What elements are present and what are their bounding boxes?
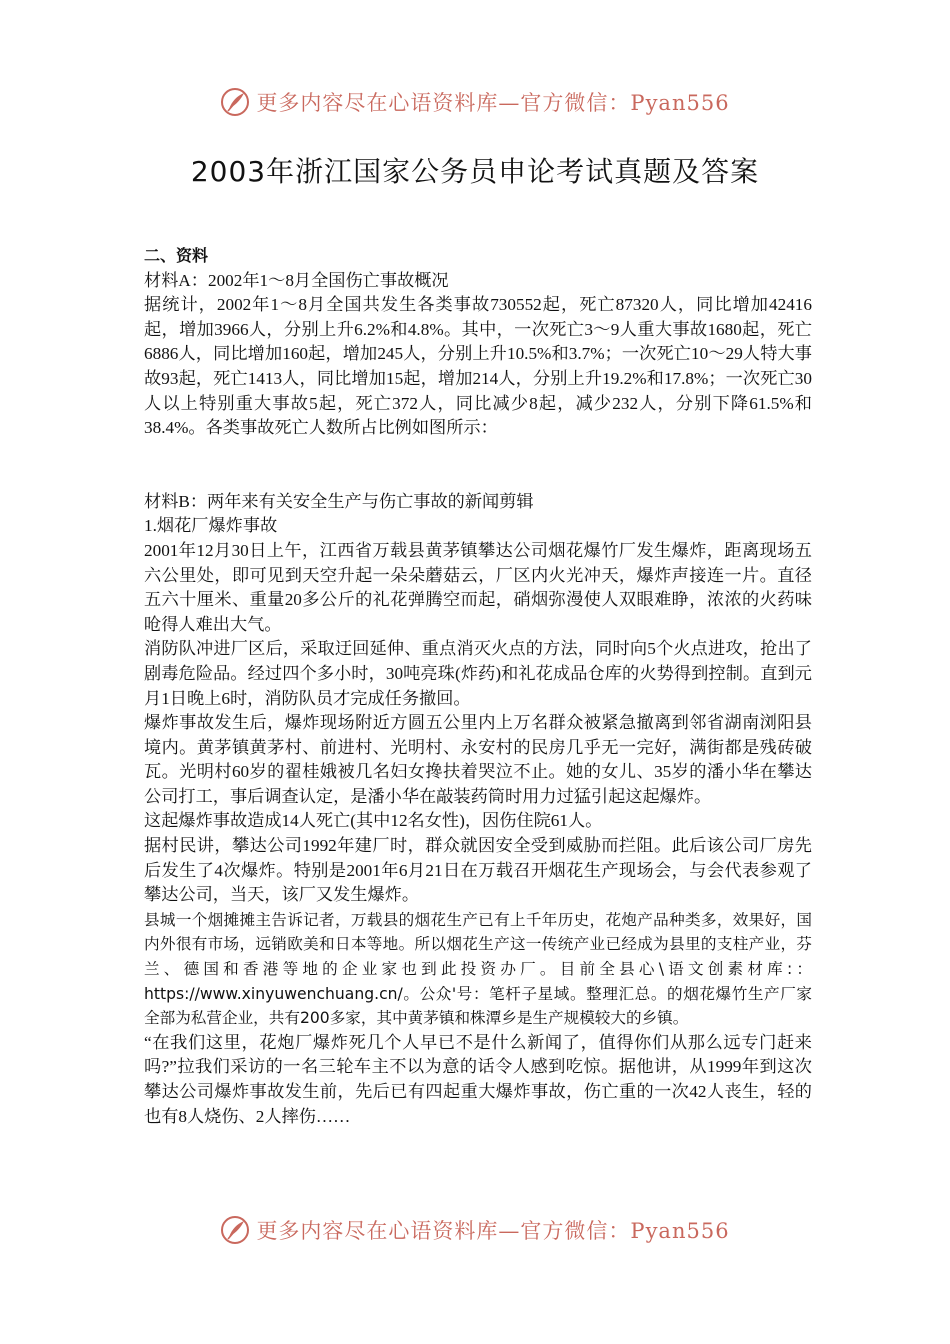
material-b-title: 材料B：两年来有关安全生产与伤亡事故的新闻剪辑 (144, 491, 534, 511)
paragraph-1: 2001年12月30日上午，江西省万载县黄茅镇攀达公司烟花爆竹厂发生爆炸，距离现场五六公里处，即可见到天空升起一朵朵蘑菇云，厂区内火光冲天，爆炸声接连一片。直径五六十厘米、重量20多公斤的礼花弹腾空而起，硝烟弥漫使人双眼难睁，浓浓的火药味呛得人难出大气。 (144, 540, 812, 634)
section-heading: 二、资料 (144, 246, 209, 265)
paragraph-6: 县城一个烟摊摊主告诉记者，万载县的烟花生产已有上千年历史，花炮产品种类多，效果好，国内外很有市场，远销欧美和日本等地。所以烟花生产这一传统产业已经成为县里的支柱产业，芬兰、德国和香港等地的企业家也到此投资办厂。目前全县心\语文创素材库:：https://www.xinyuwenchuang.cn/。公众'号：笔杆子星域。整理汇总。的烟花爆竹生产厂家全部为私营企业，共有200多家，其中黄茅镇和株潭乡是生产规模较大的乡镇。 (144, 910, 812, 1028)
figure-placeholder (144, 441, 812, 490)
item-1-title: 1.烟花厂爆炸事故 (144, 516, 278, 536)
header-banner[interactable] (0, 82, 950, 122)
banner-text: 更多内容尽在心语资料库—官方微信：Pyan556 (256, 91, 730, 115)
paragraph-7: “在我们这里，花炮厂爆炸死几个人早已不是什么新闻了，值得你们从那么远专门赶来吗?”拉我们采访的一名三轮车主不以为意的话令人感到吃惊。据他讲，从1999年到这次攀达公司爆炸事故发生前，先后已有四起重大爆炸事故，伤亡重的一次42人丧生，轻的也有8人烧伤、2人摔伤…… (144, 1032, 812, 1126)
feather-pen-logo-icon (220, 87, 250, 117)
material-a-title: 材料A：2002年1～8月全国伤亡事故概况 (144, 270, 449, 290)
document-body (144, 244, 812, 1129)
banner-text: 更多内容尽在心语资料库—官方微信：Pyan556 (256, 1219, 730, 1243)
paragraph-4: 这起爆炸事故造成14人死亡(其中12名女性)，因伤住院61人。 (144, 811, 603, 831)
feather-pen-logo-icon (220, 1215, 250, 1245)
page-title: 2003年浙江国家公务员申论考试真题及答案 (190, 155, 760, 188)
material-a-text: 据统计，2002年1～8月全国共发生各类事故730552起，死亡87320人，同比增加42416起，增加3966人，分别上升6.2%和4.8%。其中，一次死亡3～9人重大事故1680起，死亡6886人，同比增加160起，增加245人，分别上升10.5%和3.7%；一次死亡10～29人特大事故93起，死亡1413人，同比增加15起，增加214人，分别上升19.2%和17.8%；一次死亡30人以上特别重大事故5起，死亡372人，同比减少8起，减少232人，分别下降61.5%和38.4%。各类事故死亡人数所占比例如图所示： (144, 295, 812, 438)
footer-banner[interactable] (0, 1210, 950, 1250)
paragraph-3: 爆炸事故发生后，爆炸现场附近方圆五公里内上万名群众被紧急撤离到邻省湖南浏阳县境内。黄茅镇黄茅村、前进村、光明村、永安村的民房几乎无一完好，满街都是残砖破瓦。光明村60岁的翟桂娥被几名妇女搀扶着哭泣不止。她的女儿、35岁的潘小华在攀达公司打工，事后调查认定，是潘小华在敲装药筒时用力过猛引起这起爆炸。 (144, 713, 812, 806)
paragraph-2: 消防队冲进厂区后，采取迂回延伸、重点消灭火点的方法，同时向5个火点进攻，抢出了剧毒危险品。经过四个多小时，30吨亮珠(炸药)和礼花成品仓库的火势得到控制。直到元月1日晚上6时，消防队员才完成任务撤回。 (144, 639, 812, 708)
paragraph-5: 据村民讲，攀达公司1992年建厂时，群众就因安全受到威胁而拦阻。此后该公司厂房先后发生了4次爆炸。特别是2001年6月21日在万载召开烟花生产现场会，与会代表参观了攀达公司，当天，该厂又发生爆炸。 (144, 836, 812, 905)
